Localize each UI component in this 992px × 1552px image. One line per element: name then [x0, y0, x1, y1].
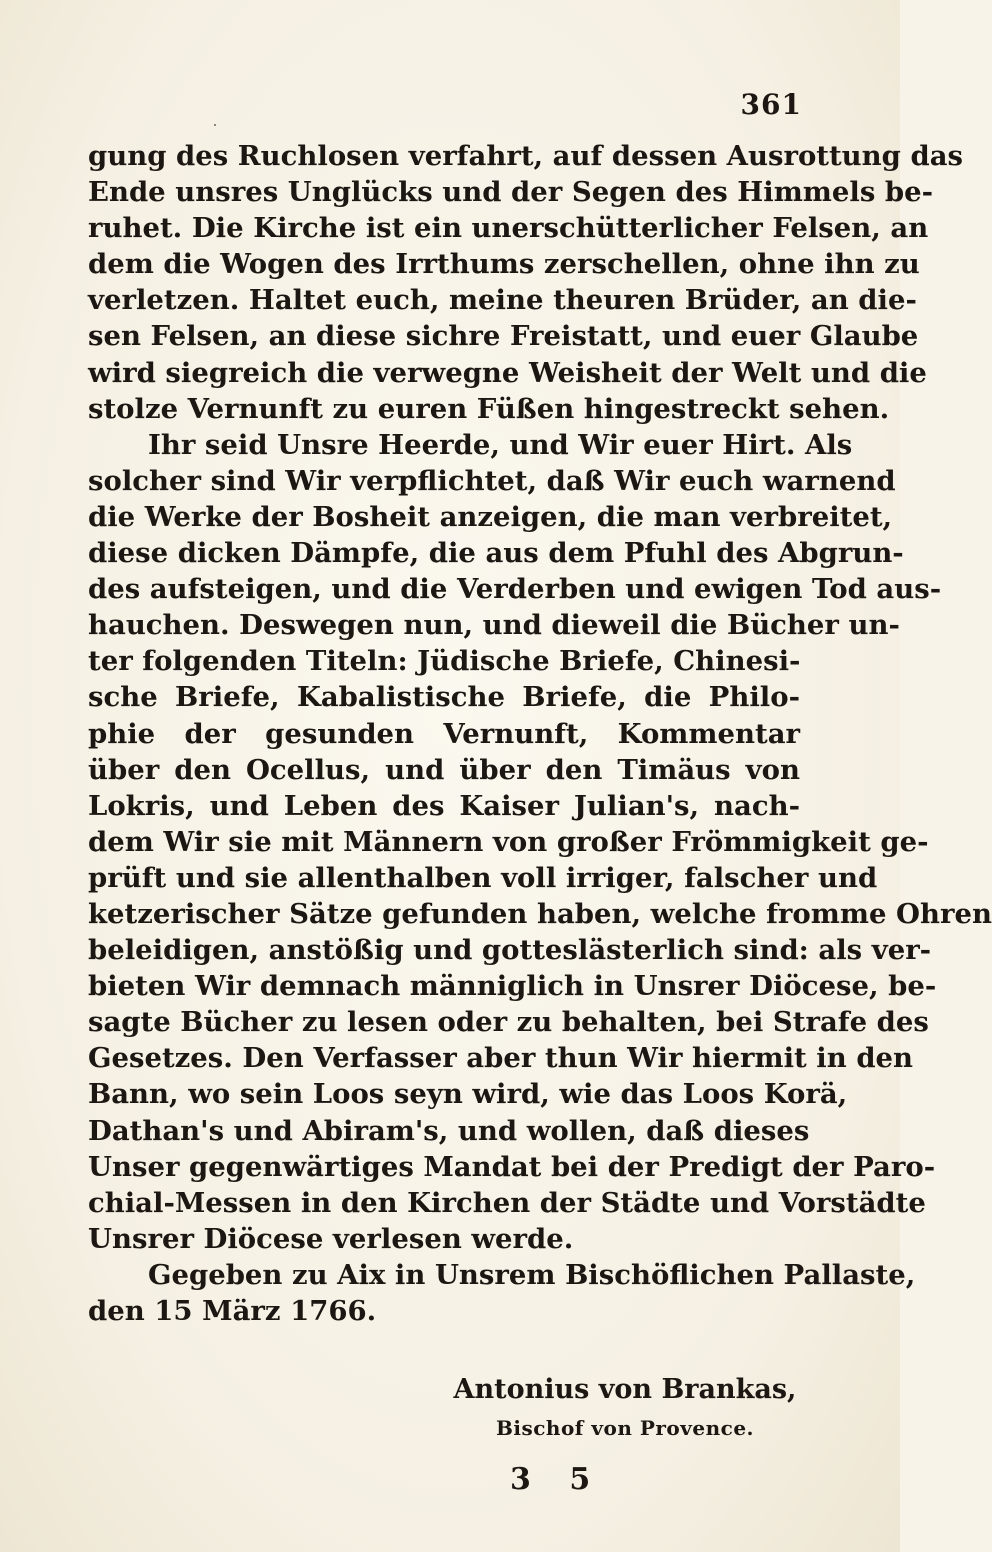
text-line: sen Felsen, an diese sichre Freistatt, und euer Glaube [88, 320, 919, 353]
page-number: 361 [740, 88, 802, 121]
paragraph-start-line: Ihr seid Unsre Heerde, und Wir euer Hirt. Als [148, 428, 853, 461]
body-text [88, 138, 992, 1329]
text-line: Ende unsres Unglücks und der Segen des Himmels be- [88, 176, 934, 209]
paragraph-end-line: Unsrer Diöcese verlesen werde. [88, 1222, 574, 1255]
text-line: ter folgenden Titeln: Jüdische Briefe, Chinesi- [88, 645, 801, 678]
text-line: hauchen. Deswegen nun, und dieweil die Bücher un- [88, 609, 900, 642]
paragraph-end-line: stolze Vernunft zu euren Füßen hingestreckt sehen. [88, 392, 890, 425]
text-line: dem die Wogen des Irrthums zerschellen, ohne ihn zu [88, 248, 920, 281]
dateline: Gegeben zu Aix in Unsrem Bischöflichen Pallaste, [148, 1258, 916, 1291]
text-line: die Werke der Bosheit anzeigen, die man verbreitet, [88, 500, 893, 533]
text-line: gung des Ruchlosen verfahrt, auf dessen Ausrottung das [88, 140, 964, 172]
text-line: verletzen. Haltet euch, meine theuren Brüder, an die- [88, 284, 917, 317]
text-line: über den Ocellus, und über den Timäus von [88, 753, 800, 786]
date: den 15 März 1766. [88, 1295, 377, 1327]
text-line: sagte Bücher zu lesen oder zu behalten, bei Strafe des [88, 1006, 929, 1039]
text-line: prüft und sie allenthalben voll irriger, falscher und [88, 861, 878, 894]
text-line: Gesetzes. Den Verfasser aber thun Wir hiermit in den [88, 1042, 914, 1075]
text-line: dem Wir sie mit Männern von großer Frömmigkeit ge- [88, 825, 929, 858]
ink-speck [214, 124, 216, 126]
text-line: des aufsteigen, und die Verderben und ewigen Tod aus- [88, 573, 942, 606]
text-line: Dathan's und Abiram's, und wollen, daß dieses [88, 1114, 810, 1147]
text-line: Unser gegenwärtiges Mandat bei der Predigt der Paro- [88, 1150, 936, 1183]
text-line: wird siegreich die verwegne Weisheit der Welt und die [88, 356, 927, 389]
text-line: bieten Wir demnach männiglich in Unsrer Diöcese, be- [88, 970, 937, 1003]
text-line: ruhet. Die Kirche ist ein unerschütterlicher Felsen, an [88, 212, 929, 245]
text-line: Lokris, und Leben des Kaiser Julian's, nach- [88, 789, 800, 822]
text-line: solcher sind Wir verpflichtet, daß Wir euch warnend [88, 464, 896, 497]
text-line: diese dicken Dämpfe, die aus dem Pfuhl des Abgrun- [88, 537, 904, 570]
text-line: chial-Messen in den Kirchen der Städte und Vorstädte [88, 1186, 926, 1219]
printer-signature-mark: 3 5 [510, 1462, 605, 1497]
text-line: phie der gesunden Vernunft, Kommentar [88, 717, 800, 750]
signatory-title: Bischof von Provence. [495, 1416, 755, 1440]
text-line: beleidigen, anstößig und gotteslästerlich sind: als ver- [88, 934, 932, 967]
text-line: sche Briefe, Kabalistische Briefe, die Philo- [88, 681, 800, 714]
signatory-name: Antonius von Brankas, [453, 1374, 797, 1405]
text-line: ketzerischer Sätze gefunden haben, welche fromme Ohren [88, 897, 992, 930]
text-line: Bann, wo sein Loos seyn wird, wie das Loos Korä, [88, 1078, 848, 1111]
